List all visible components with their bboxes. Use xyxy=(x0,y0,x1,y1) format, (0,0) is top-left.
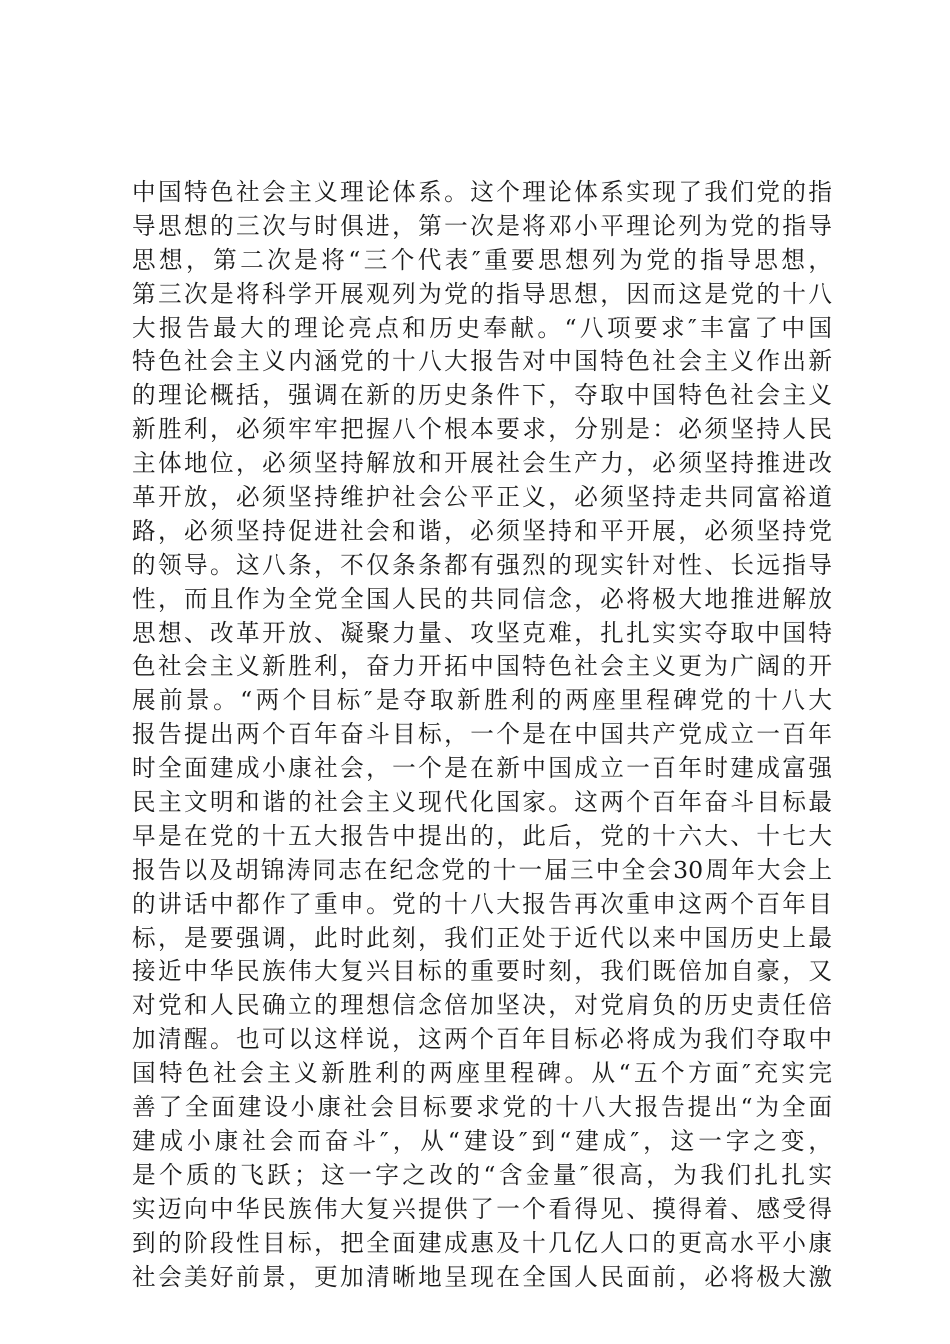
text-line-8: 新胜利，必须牢牢把握八个根本要求，分别是：必须坚持人民 xyxy=(132,415,832,444)
text-line-6: 特色社会主义内涵党的十八大报告对中国特色社会主义作出新 xyxy=(132,347,832,376)
text-line-27: 国特色社会主义新胜利的两座里程碑。从“五个方面″充实完 xyxy=(132,1059,832,1088)
text-line-20: 早是在党的十五大报告中提出的，此后，党的十六大、十七大 xyxy=(132,821,832,850)
text-line-15: 色社会主义新胜利，奋力开拓中国特色社会主义更为广阔的开 xyxy=(132,652,832,681)
body-paragraph xyxy=(132,176,832,1294)
text-line-16: 展前景。“两个目标″是夺取新胜利的两座里程碑党的十八大 xyxy=(132,686,832,715)
text-line-5: 大报告最大的理论亮点和历史奉献。“八项要求″丰富了中国 xyxy=(132,313,832,342)
text-line-25: 对党和人民确立的理想信念倍加坚决，对党肩负的历史责任倍 xyxy=(132,991,832,1020)
text-line-11: 路，必须坚持促进社会和谐，必须坚持和平开展，必须坚持党 xyxy=(132,516,832,545)
text-line-10: 革开放，必须坚持维护社会公平正义，必须坚持走共同富裕道 xyxy=(132,483,832,512)
text-line-24: 接近中华民族伟大复兴目标的重要时刻，我们既倍加自豪，又 xyxy=(132,957,832,986)
text-line-30: 是个质的飞跃；这一字之改的“含金量″很高，为我们扎扎实 xyxy=(132,1160,832,1189)
text-line-7: 的理论概括，强调在新的历史条件下，夺取中国特色社会主义 xyxy=(132,381,832,410)
text-line-17: 报告提出两个百年奋斗目标，一个是在中国共产党成立一百年 xyxy=(132,720,832,749)
text-line-23: 标，是要强调，此时此刻，我们正处于近代以来中国历史上最 xyxy=(132,923,832,952)
text-line-4: 第三次是将科学开展观列为党的指导思想，因而这是党的十八 xyxy=(132,279,832,308)
text-line-33: 社会美好前景，更加清晰地呈现在全国人民面前，必将极大激 xyxy=(132,1262,832,1291)
text-line-22: 的讲话中都作了重申。党的十八大报告再次重申这两个百年目 xyxy=(132,889,832,918)
text-line-19: 民主文明和谐的社会主义现代化国家。这两个百年奋斗目标最 xyxy=(132,788,832,817)
text-line-31: 实迈向中华民族伟大复兴提供了一个看得见、摸得着、感受得 xyxy=(132,1194,832,1223)
text-line-13: 性，而且作为全党全国人民的共同信念，必将极大地推进解放 xyxy=(132,584,832,613)
text-line-18: 时全面建成小康社会，一个是在新中国成立一百年时建成富强 xyxy=(132,754,832,783)
text-line-14: 思想、改革开放、凝聚力量、攻坚克难，扎扎实实夺取中国特 xyxy=(132,618,832,647)
text-line-1: 中国特色社会主义理论体系。这个理论体系实现了我们党的指 xyxy=(132,178,832,206)
text-line-9: 主体地位，必须坚持解放和开展社会生产力，必须坚持推进改 xyxy=(132,449,832,478)
text-line-12: 的领导。这八条，不仅条条都有强烈的现实针对性、长远指导 xyxy=(132,550,832,579)
text-line-21: 报告以及胡锦涛同志在纪念党的十一届三中全会30周年大会上 xyxy=(132,855,832,884)
text-line-26: 加清醒。也可以这样说，这两个百年目标必将成为我们夺取中 xyxy=(132,1025,832,1054)
text-line-2: 导思想的三次与时俱进，第一次是将邓小平理论列为党的指导 xyxy=(132,211,832,240)
text-line-29: 建成小康社会而奋斗″，从“建设″到“建成″，这一字之变， xyxy=(132,1126,832,1155)
text-line-32: 到的阶段性目标，把全面建成惠及十几亿人口的更高水平小康 xyxy=(132,1228,832,1257)
text-line-3: 思想，第二次是将“三个代表″重要思想列为党的指导思想， xyxy=(132,245,832,274)
text-line-28: 善了全面建设小康社会目标要求党的十八大报告提出“为全面 xyxy=(132,1093,832,1122)
